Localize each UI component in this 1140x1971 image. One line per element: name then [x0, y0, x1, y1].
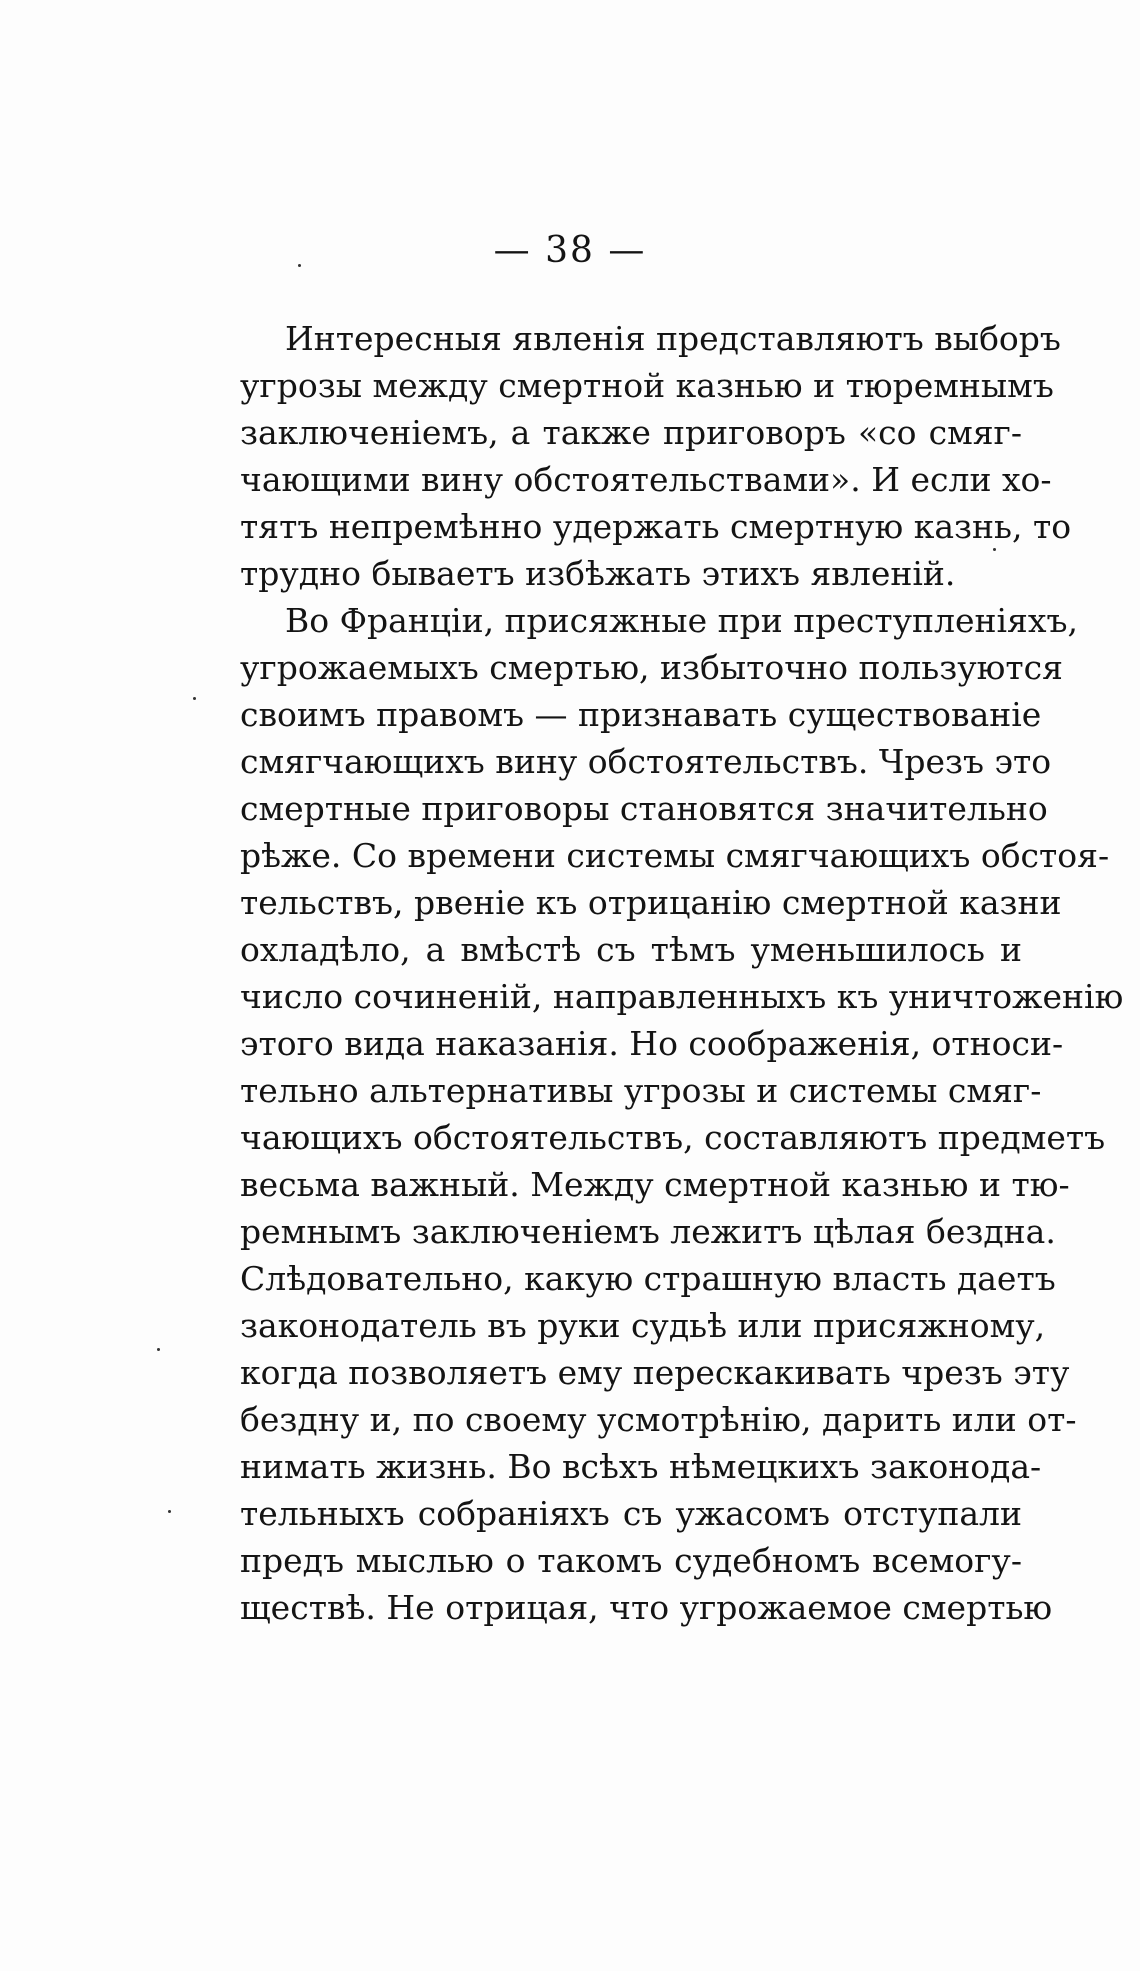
text-line: ществѣ. Не отрицая, что угрожаемое смертью	[240, 1588, 1053, 1627]
text-line: Во Франціи, присяжные при преступленіяхъ,	[285, 601, 1078, 640]
text-line: нимать жизнь. Во всѣхъ нѣмецкихъ законода-	[240, 1447, 1042, 1486]
text-line: Слѣдовательно, какую страшную власть даетъ	[240, 1259, 1056, 1298]
text-line: этого вида наказанія. Но соображенія, относи-	[240, 1024, 1064, 1063]
text-line: рѣже. Со времени системы смягчающихъ обстоя-	[240, 836, 1110, 875]
text-line: тельныхъ собраніяхъ съ ужасомъ отступали	[240, 1494, 1022, 1533]
text-line: ремнымъ заключеніемъ лежитъ цѣлая бездна.	[240, 1212, 1056, 1251]
text-line: заключеніемъ, а также приговоръ «со смяг-	[240, 413, 1022, 452]
scan-speck	[168, 1510, 171, 1513]
text-line: когда позволяетъ ему перескакивать чрезъ эту	[240, 1353, 1070, 1392]
text-line: законодатель въ руки судьѣ или присяжному,	[240, 1306, 1046, 1345]
text-line: весьма важный. Между смертной казнью и тю-	[240, 1165, 1070, 1204]
text-line: тельно альтернативы угрозы и системы смяг-	[240, 1071, 1042, 1110]
scan-speck	[193, 697, 196, 700]
text-line: предъ мыслью о такомъ судебномъ всемогу-	[240, 1541, 1022, 1580]
text-line: тельствъ, рвеніе къ отрицанію смертной казни	[240, 883, 1062, 922]
text-line: угрозы между смертной казнью и тюремнымъ	[240, 366, 1054, 405]
text-line: чающими вину обстоятельствами». И если хо-	[240, 460, 1052, 499]
scan-speck	[298, 264, 301, 267]
text-line: охладѣло, а вмѣстѣ съ тѣмъ уменьшилось и	[240, 930, 1022, 969]
paragraph-2	[240, 597, 1124, 1631]
text-line: чающихъ обстоятельствъ, составляютъ предметъ	[240, 1118, 1106, 1157]
paragraph-1	[240, 315, 1072, 597]
text-line: смертные приговоры становятся значительно	[240, 789, 1048, 828]
text-line: Интересныя явленія представляютъ выборъ	[285, 319, 1061, 358]
text-line: смягчающихъ вину обстоятельствъ. Чрезъ это	[240, 742, 1052, 781]
scan-speck	[157, 1348, 160, 1351]
text-line: своимъ правомъ — признавать существованіе	[240, 695, 1042, 734]
text-line: бездну и, по своему усмотрѣнію, дарить или от-	[240, 1400, 1077, 1439]
scan-speck	[993, 548, 996, 551]
body-text	[240, 315, 1124, 1631]
page-number: — 38 —	[493, 230, 647, 271]
text-line: трудно бываетъ избѣжать этихъ явленій.	[240, 554, 956, 593]
text-line: тятъ непремѣнно удержать смертную казнь, то	[240, 507, 1072, 546]
text-line: число сочиненій, направленныхъ къ уничтоженію	[240, 977, 1124, 1016]
text-line: угрожаемыхъ смертью, избыточно пользуются	[240, 648, 1063, 687]
